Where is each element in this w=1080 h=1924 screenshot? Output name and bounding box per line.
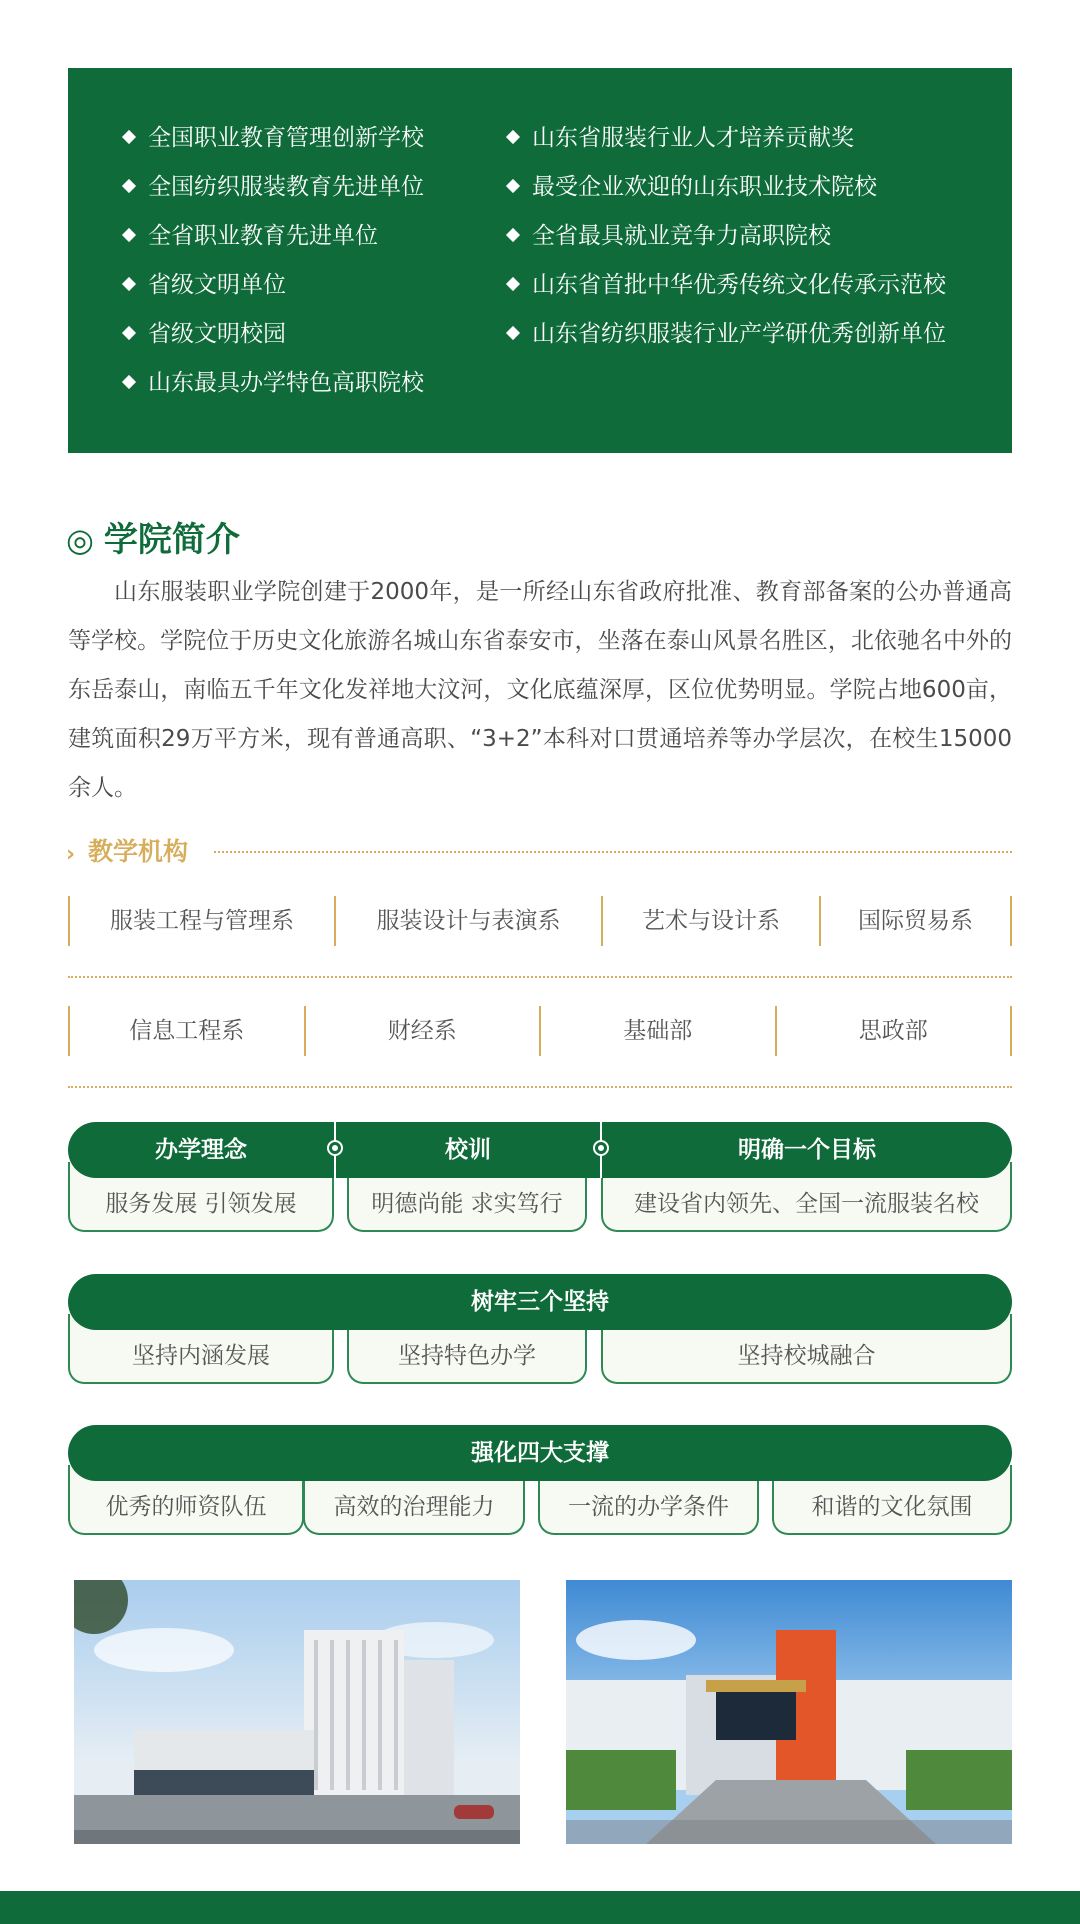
honor-item: 全国纺织服装教育先进单位	[120, 170, 424, 219]
honors-list-left	[120, 121, 424, 415]
diamond-bullet-icon	[506, 228, 520, 242]
honor-item: 山东省纺织服装行业产学研优秀创新单位	[504, 317, 946, 366]
diamond-bullet-icon	[506, 277, 520, 291]
philosophy-heading: 校训	[445, 1137, 491, 1163]
diamond-bullet-icon	[122, 228, 136, 242]
diamond-bullet-icon	[506, 179, 520, 193]
section-title-intro: ◎ 学院简介	[66, 520, 240, 560]
diamond-bullet-icon	[122, 375, 136, 389]
honor-item: 山东省首批中华优秀传统文化传承示范校	[504, 268, 946, 317]
philosophy-panel	[68, 1122, 1012, 1242]
target-ring-icon: ◎	[66, 521, 94, 559]
diamond-bullet-icon	[122, 179, 136, 193]
honor-item: 最受企业欢迎的山东职业技术院校	[504, 170, 946, 219]
honor-item: 省级文明校园	[120, 317, 424, 366]
philosophy-heading: 明确一个目标	[738, 1137, 876, 1163]
footer-bar	[0, 1891, 1080, 1924]
four-supports-panel	[68, 1425, 1012, 1545]
four-header	[68, 1425, 1012, 1481]
chevron-right-icon: ›	[66, 842, 76, 867]
department-item: 财经系	[304, 1006, 540, 1056]
honors-list-right	[504, 121, 946, 366]
diamond-bullet-icon	[506, 326, 520, 340]
persistence-item: 坚持校城融合	[601, 1314, 1012, 1384]
four-heading: 强化四大支撑	[471, 1440, 609, 1466]
diamond-bullet-icon	[122, 130, 136, 144]
honor-item: 全国职业教育管理创新学校	[120, 121, 424, 170]
three-heading: 树牢三个坚持	[471, 1289, 609, 1315]
department-item: 思政部	[775, 1006, 1013, 1056]
diamond-bullet-icon	[122, 277, 136, 291]
support-item: 高效的治理能力	[303, 1465, 525, 1535]
modern-building-illustration	[74, 1580, 520, 1844]
persistence-item: 坚持特色办学	[347, 1314, 587, 1384]
dotted-divider	[68, 976, 1012, 978]
campus-gate-illustration	[566, 1580, 1012, 1844]
support-item: 和谐的文化氛围	[772, 1465, 1012, 1535]
honor-item: 省级文明单位	[120, 268, 424, 317]
dotted-divider	[68, 1086, 1012, 1088]
department-item: 艺术与设计系	[601, 896, 819, 946]
honors-panel	[68, 68, 1012, 453]
honor-item: 全省职业教育先进单位	[120, 219, 424, 268]
department-item: 基础部	[539, 1006, 775, 1056]
persistence-item: 坚持内涵发展	[68, 1314, 334, 1384]
honor-item: 全省最具就业竞争力高职院校	[504, 219, 946, 268]
department-row-2	[68, 1006, 1012, 1056]
department-item: 服装工程与管理系	[68, 896, 334, 946]
honor-item: 山东省服装行业人才培养贡献奖	[504, 121, 946, 170]
support-item: 优秀的师资队伍	[68, 1465, 304, 1535]
dotted-divider	[214, 851, 1012, 853]
philosophy-value: 建设省内领先、全国一流服装名校	[601, 1162, 1012, 1232]
philosophy-heading: 办学理念	[155, 1137, 247, 1163]
philosophy-value: 明德尚能 求实笃行	[347, 1162, 587, 1232]
philosophy-value: 服务发展 引领发展	[68, 1162, 334, 1232]
campus-gate-photo	[566, 1580, 1012, 1844]
department-item: 服装设计与表演系	[334, 896, 601, 946]
honor-item: 山东最具办学特色高职院校	[120, 366, 424, 415]
department-row-1	[68, 896, 1012, 946]
three-persistences-panel	[68, 1274, 1012, 1394]
department-item: 信息工程系	[68, 1006, 304, 1056]
intro-paragraph: 山东服装职业学院创建于2000年，是一所经山东省政府批准、教育部备案的公办普通高等学校。学院位于历史文化旅游名城山东省泰安市，坐落在泰山风景名胜区，北依驰名中外的东岳泰山，南临五千年文化发祥地大汶河，文化底蕴深厚，区位优势明显。学院占地600亩，建筑面积29万平方米，现有普通高职、“3+2”本科对口贯通培养等办学层次，在校生15000余人。	[68, 579, 1012, 801]
philosophy-header	[68, 1122, 1012, 1178]
three-header	[68, 1274, 1012, 1330]
diamond-bullet-icon	[122, 326, 136, 340]
diamond-bullet-icon	[506, 130, 520, 144]
section-title-teaching: › 教学机构	[66, 834, 1012, 870]
campus-building-photo	[74, 1580, 520, 1844]
department-item: 国际贸易系	[819, 896, 1012, 946]
support-item: 一流的办学条件	[538, 1465, 759, 1535]
